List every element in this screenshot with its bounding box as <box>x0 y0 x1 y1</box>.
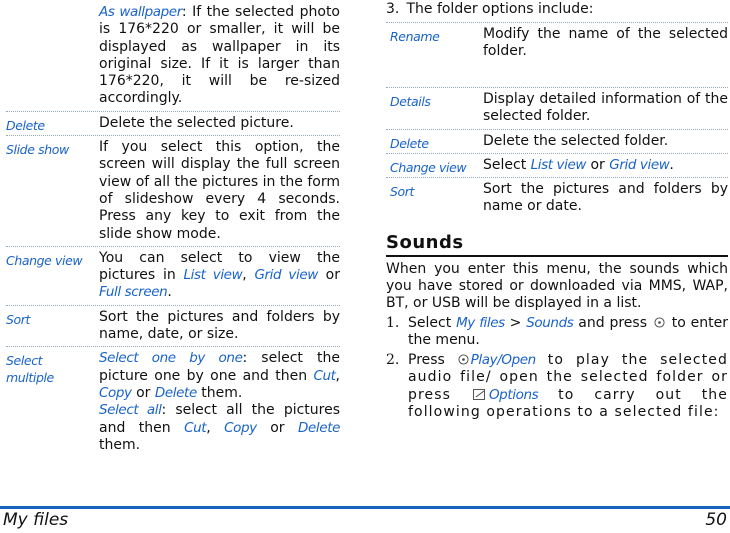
separator <box>6 135 340 136</box>
option-description: Sort the pictures and folders by name or date. <box>483 181 728 215</box>
text: them. <box>196 384 243 401</box>
text: or <box>256 419 299 436</box>
sounds-paragraph: When you enter this menu, the sounds which you have stored or downloaded via MMS, WAP, BT, or USB will be displayed in a list. <box>386 260 728 312</box>
list-item <box>386 315 728 350</box>
copy-term: Copy <box>224 419 257 436</box>
wallpaper-description <box>99 4 340 108</box>
delete-term: Delete <box>154 384 197 401</box>
step-number: 3. <box>386 1 400 17</box>
grid-view-term: Grid view <box>254 267 318 284</box>
option-description <box>99 250 340 302</box>
folder-options-intro <box>386 1 728 18</box>
text: Select <box>483 156 531 173</box>
options-term: Options <box>488 386 539 403</box>
page-number: 50 <box>705 510 727 530</box>
text: : select the picture one by one and then <box>99 350 340 384</box>
text: . <box>167 284 172 301</box>
folder-option-details <box>386 91 728 126</box>
wallpaper-text: : If the selected photo is 176*220 or smaller, it will be displayed as wallpaper in its original size. If it is larger than 176*220, it will be re-sized accordingly. <box>99 4 341 107</box>
step-number: 2. <box>386 351 400 368</box>
wallpaper-term: As wallpaper <box>99 4 182 20</box>
option-term: Select multiple <box>6 353 54 386</box>
full-screen-term: Full screen <box>99 284 168 301</box>
sounds-steps <box>386 315 728 422</box>
option-description <box>99 350 340 454</box>
option-description: Modify the name of the selected folder. <box>483 26 728 60</box>
separator <box>386 153 728 154</box>
text: to play the selected audio file/ open the selected folder or press <box>408 351 728 403</box>
option-term: Details <box>390 94 431 109</box>
option-term: Sort <box>390 184 415 200</box>
separator <box>6 346 340 347</box>
select-one-by-one <box>99 350 340 402</box>
option-description: Delete the selected folder. <box>483 132 669 149</box>
option-select-multiple <box>6 350 340 454</box>
text: , <box>206 419 225 436</box>
text: You can select to view the pictures in <box>99 249 340 284</box>
folder-option-change-view <box>386 157 728 174</box>
delete-term: Delete <box>298 419 340 436</box>
right-column <box>386 0 728 424</box>
separator <box>6 246 340 247</box>
separator <box>386 87 728 88</box>
text: to carry out the following operations to a selected file: <box>408 386 728 421</box>
intro-text: The folder options include: <box>406 1 594 17</box>
list-item <box>386 352 728 422</box>
left-column <box>6 4 340 454</box>
text: or <box>131 384 155 401</box>
play-open-term: Play/Open <box>470 351 536 368</box>
wallpaper-option <box>6 4 340 108</box>
option-description: If you select this option, the screen will display the full screen view of all the pictures in the form of slideshow every 4 seconds. Press any key to exit from the slide show mode. <box>99 139 340 242</box>
option-slide-show <box>6 139 340 243</box>
separator <box>386 177 728 178</box>
step-number: 1. <box>386 314 400 331</box>
option-description: Sort the pictures and folders by name, date, or size. <box>99 308 340 343</box>
text: : select all the pictures and then <box>99 402 341 436</box>
option-term: Slide show <box>6 142 69 158</box>
navigation-key-icon <box>458 354 469 365</box>
folder-option-sort <box>386 181 728 216</box>
separator <box>6 111 340 112</box>
list-view-term: List view <box>183 267 243 284</box>
sounds-term: Sounds <box>526 314 574 331</box>
text: or <box>317 267 340 284</box>
text: and press <box>573 314 652 331</box>
option-term: Change view <box>390 159 467 175</box>
text: or <box>586 156 610 173</box>
option-description <box>483 157 728 174</box>
separator <box>6 305 340 306</box>
folder-option-delete <box>386 133 728 150</box>
text: Select <box>408 314 457 331</box>
separator <box>386 129 728 130</box>
select-all <box>99 402 340 454</box>
sounds-heading: Sounds <box>386 232 728 257</box>
option-term: Rename <box>390 29 440 44</box>
cut-term: Cut <box>184 419 207 436</box>
folder-option-rename <box>386 26 728 84</box>
option-term: Change view <box>6 252 83 268</box>
copy-term: Copy <box>99 384 132 401</box>
grid-view-term: Grid view <box>609 156 670 173</box>
soft-key-icon <box>473 389 487 400</box>
option-term: Delete <box>6 117 45 133</box>
option-change-view <box>6 250 340 302</box>
text: to enter the menu. <box>408 314 728 349</box>
text: > <box>504 314 527 331</box>
cut-term: Cut <box>313 367 336 384</box>
text: , <box>242 267 255 284</box>
text: Press <box>408 351 456 368</box>
option-description: Display detailed information of the selected folder. <box>483 91 728 125</box>
select-one-term: Select one by one <box>99 350 243 367</box>
list-view-term: List view <box>530 156 587 173</box>
option-delete <box>6 115 340 132</box>
separator <box>386 22 728 23</box>
text: them. <box>99 436 141 453</box>
footer-rule <box>0 506 730 509</box>
option-term: Delete <box>390 135 429 151</box>
text: , <box>335 367 340 384</box>
navigation-key-icon <box>654 317 665 328</box>
my-files-term: My files <box>456 314 505 331</box>
select-all-term: Select all <box>99 402 162 419</box>
option-sort <box>6 309 340 344</box>
option-description: Delete the selected picture. <box>99 114 294 131</box>
option-term: Sort <box>6 311 31 327</box>
footer-title: My files <box>3 510 69 530</box>
text: . <box>669 156 674 173</box>
